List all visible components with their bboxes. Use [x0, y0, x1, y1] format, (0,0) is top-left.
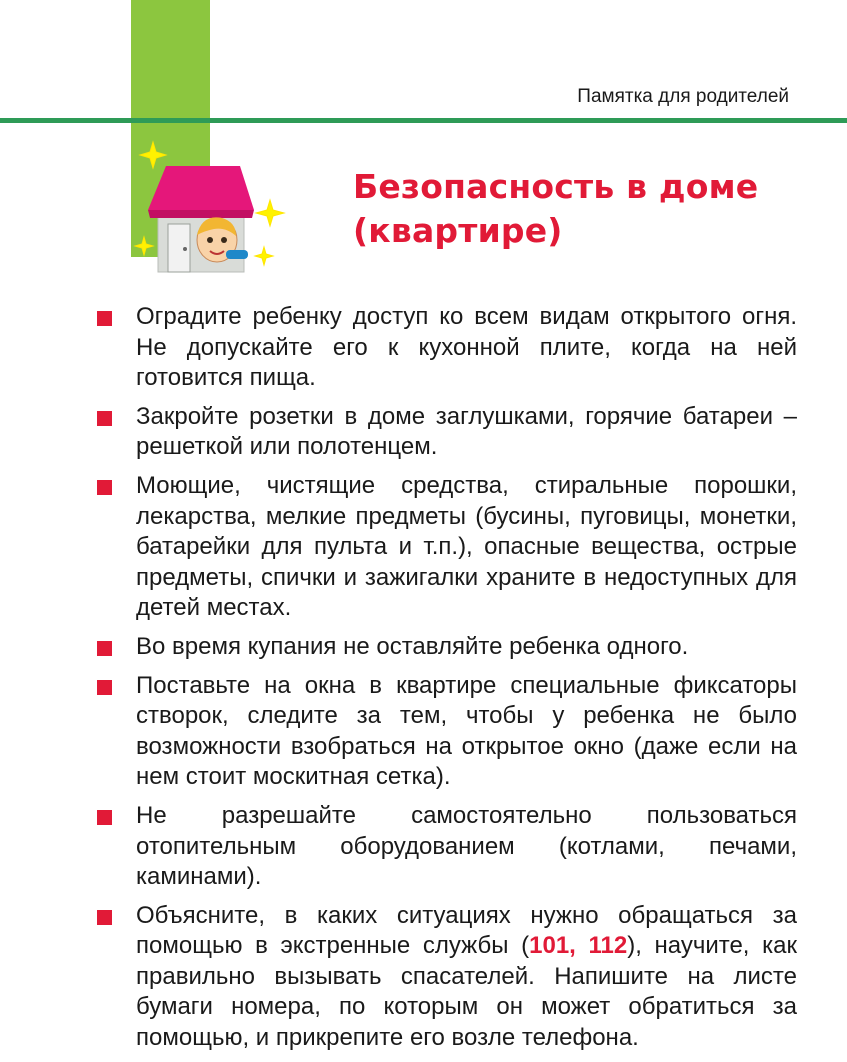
page-title — [353, 165, 758, 253]
header-rule — [0, 118, 847, 123]
safety-tip-text-start: Объясните, в каких ситуациях нужно обращаться за помощью в экстренные службы ( — [136, 901, 797, 960]
bullet-square-icon — [97, 641, 112, 656]
header-label: Памятка для родителей — [577, 86, 789, 107]
safety-tip — [97, 801, 797, 893]
safety-tip-text: Моющие, чистящие средства, стиральные порошки, лекарства, мелкие предметы (бусины, пуговицы, монетки, батарейки для пульта и т.п.), опасные вещества, острые предметы, спички и зажигалки храните в недоступных для детей местах. — [136, 471, 797, 622]
safety-tip — [97, 402, 797, 463]
safety-tips-list — [97, 302, 797, 1062]
safety-tip-text: Во время купания не оставляйте ребенка одного. — [136, 632, 689, 660]
safety-tip-text: Поставьте на окна в квартире специальные фиксаторы створок, следите за тем, чтобы у ребенка не было возможности взобраться на открытое окно (даже если на нем стоит москитная сетка). — [136, 671, 797, 791]
safety-tip — [97, 471, 797, 624]
safety-tip — [97, 302, 797, 394]
bullet-square-icon — [97, 311, 112, 326]
safety-tip — [97, 901, 797, 1054]
safety-tip — [97, 671, 797, 793]
house-with-child-icon — [122, 132, 292, 282]
bullet-square-icon — [97, 810, 112, 825]
safety-tip-text: Оградите ребенку доступ ко всем видам открытого огня. Не допускайте его к кухонной плите, когда на ней готовится пища. — [136, 303, 797, 392]
bullet-square-icon — [97, 480, 112, 495]
safety-tip-text-end: ), научите, как правильно вызывать спасателей. Напишите на листе бумаги номера, по которым он может обратиться за помощью, и прикрепите его возле телефона. — [136, 932, 797, 1052]
bullet-square-icon — [97, 411, 112, 426]
bullet-square-icon — [97, 680, 112, 695]
safety-tip-text: Закройте розетки в доме заглушками, горячие батареи – решеткой или полотенцем. — [136, 402, 797, 461]
page-title-line-2: (квартире) — [353, 211, 563, 250]
safety-tip-text: Не разрешайте самостоятельно пользоваться отопительным оборудованием (котлами, печами, каминами). — [136, 801, 797, 891]
safety-tip — [97, 632, 797, 663]
emergency-numbers: 101, 112 — [529, 932, 628, 960]
bullet-square-icon — [97, 910, 112, 925]
page-title-line-1: Безопасность в доме — [353, 167, 759, 206]
